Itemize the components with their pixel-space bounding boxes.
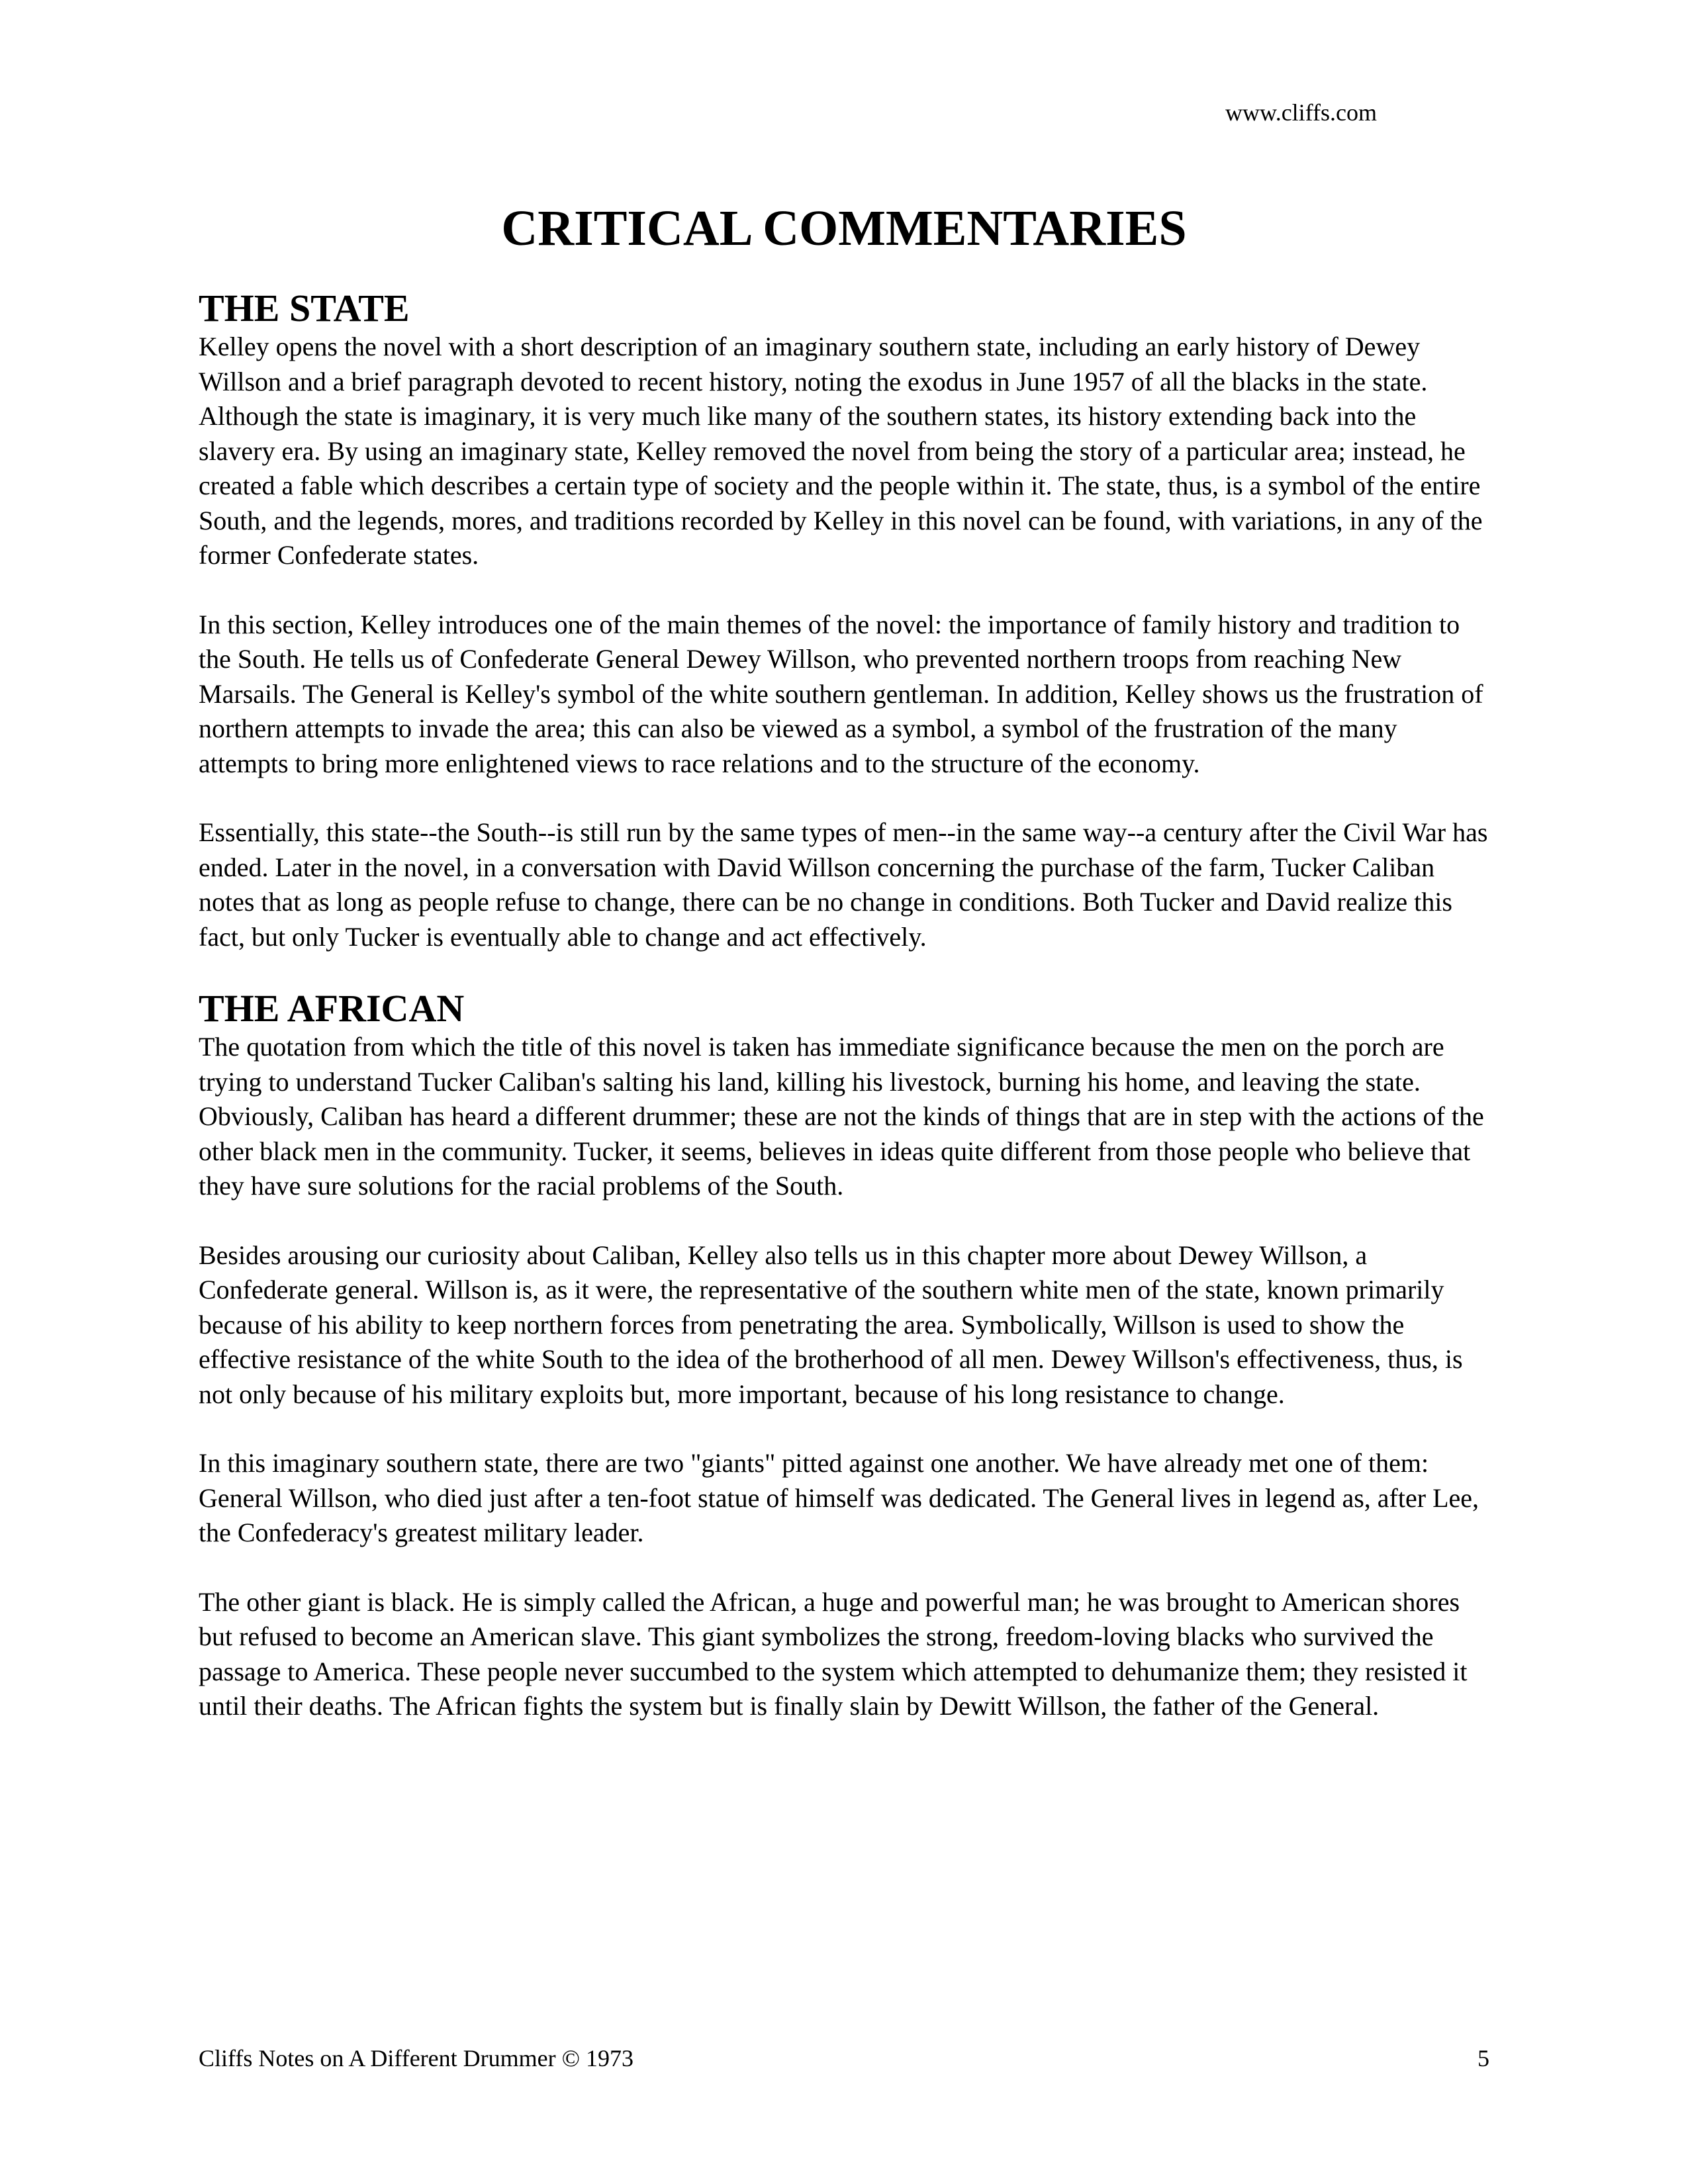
page-number: 5	[1477, 2045, 1489, 2071]
document-body	[199, 289, 1489, 1758]
paragraph: The quotation from which the title of this novel is taken has immediate significance because the men on the porch are trying to understand Tucker Caliban's salting his land, killing his livestock, burning his home, and leaving the state. Obviously, Caliban has heard a different drummer; these are not the kinds of things that are in step with the actions of the other black men in the community. Tucker, it seems, believes in ideas quite different from those people who believe that they have sure solutions for the racial problems of the South.	[199, 1032, 1484, 1201]
section-heading: THE AFRICAN	[199, 987, 465, 1030]
section-the-african	[199, 989, 1489, 1724]
section-heading: THE STATE	[199, 287, 410, 330]
paragraph: In this section, Kelley introduces one of the main themes of the novel: the importance of family history and tradition to the South. He tells us of Confederate General Dewey Willson, who prevented northern troops from reaching New Marsails. The General is Kelley's symbol of the white southern gentleman. In addition, Kelley shows us the frustration of northern attempts to invade the area; this can also be viewed as a symbol, a symbol of the frustration of the many attempts to bring more enlightened views to race relations and to the structure of the economy.	[199, 609, 1483, 778]
page-title: CRITICAL COMMENTARIES	[501, 201, 1187, 256]
paragraph: Essentially, this state--the South--is still run by the same types of men--in the same way--a century after the Civil War has ended. Later in the novel, in a conversation with David Willson concerning the purchase of the farm, Tucker Caliban notes that as long as people refuse to change, there can be no change in conditions. Both Tucker and David realize this fact, but only Tucker is eventually able to change and act effectively.	[199, 817, 1488, 952]
footer-citation: Cliffs Notes on A Different Drummer © 1973	[199, 2045, 633, 2071]
paragraph: Kelley opens the novel with a short description of an imaginary southern state, including an early history of Dewey Willson and a brief paragraph devoted to recent history, noting the exodus in June 1957 of all the blacks in the state. Although the state is imaginary, it is very much like many of the southern states, its history extending back into the slavery era. By using an imaginary state, Kelley removed the novel from being the story of a particular area; instead, he created a fable which describes a certain type of society and the people within it. The state, thus, is a symbol of the entire South, and the legends, mores, and traditions recorded by Kelley in this novel can be found, with variations, in any of the former Confederate states.	[199, 332, 1483, 570]
paragraph: In this imaginary southern state, there are two "giants" pitted against one another. We have already met one of them: General Willson, who died just after a ten-foot statue of himself was dedicated. The General lives in legend as, after Lee, the Confederacy's greatest military leader.	[199, 1448, 1479, 1547]
section-the-state	[199, 289, 1489, 954]
header-url: www.cliffs.com	[1225, 99, 1377, 126]
paragraph: The other giant is black. He is simply called the African, a huge and powerful man; he was brought to American shores but refused to become an American slave. This giant symbolizes the strong, freedom-loving blacks who survived the passage to America. These people never succumbed to the system which attempted to dehumanize them; they resisted it until their deaths. The African fights the system but is finally slain by Dewitt Willson, the father of the General.	[199, 1586, 1468, 1721]
paragraph: Besides arousing our curiosity about Caliban, Kelley also tells us in this chapter more about Dewey Willson, a Confederate general. Willson is, as it were, the representative of the southern white men of the state, known primarily because of his ability to keep northern forces from penetrating the area. Symbolically, Willson is used to show the effective resistance of the white South to the idea of the brotherhood of all men. Dewey Willson's effectiveness, thus, is not only because of his military exploits but, more important, because of his long resistance to change.	[199, 1240, 1463, 1409]
